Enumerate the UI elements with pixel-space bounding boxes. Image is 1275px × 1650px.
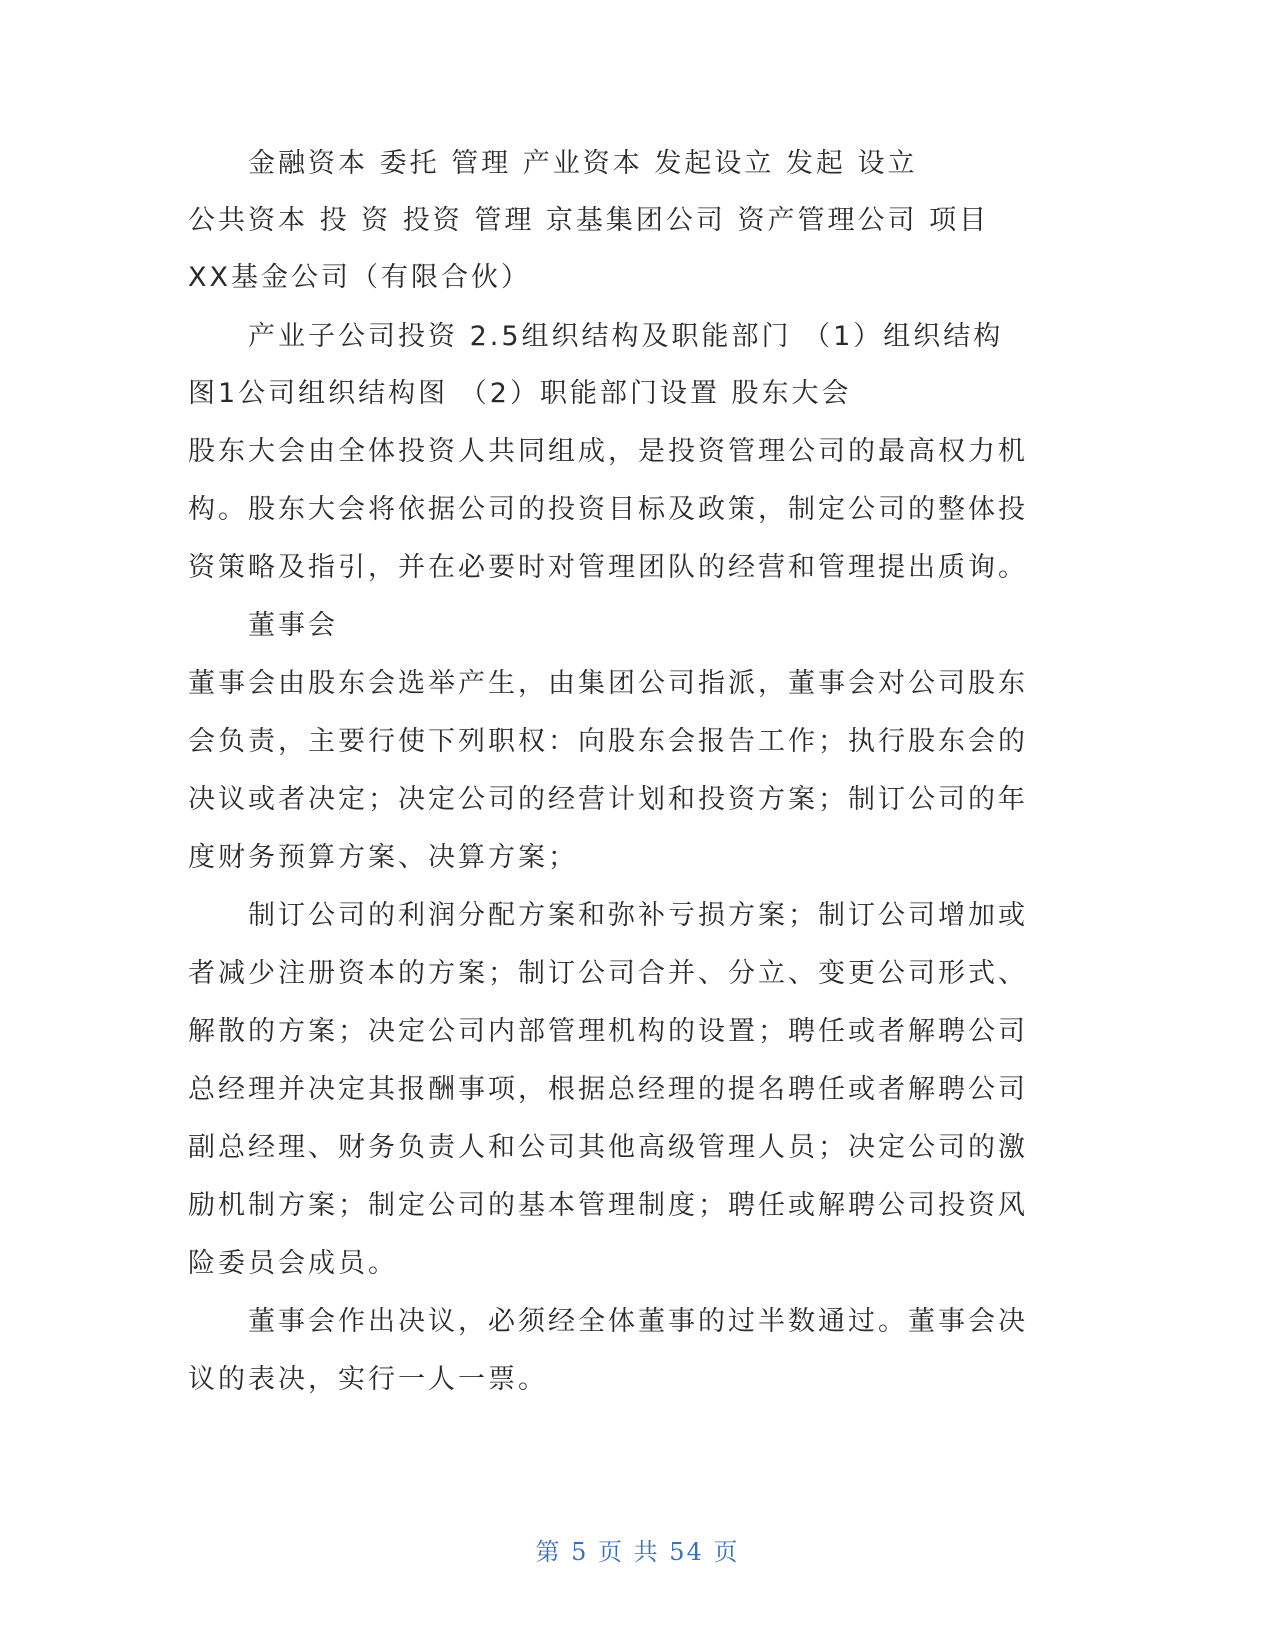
text-line-14: 制订公司的利润分配方案和弥补亏损方案；制订公司增加或	[248, 900, 1028, 931]
text-line-20: 险委员会成员。	[188, 1248, 398, 1279]
text-line-18: 副总经理、财务负责人和公司其他高级管理人员；决定公司的激	[188, 1132, 1028, 1163]
text-line-1: 金融资本 委托 管理 产业资本 发起设立 发起 设立	[248, 148, 918, 179]
text-line-19: 励机制方案；制定公司的基本管理制度；聘任或解聘公司投资风	[188, 1190, 1028, 1221]
page-number-footer: 第 5 页 共 54 页	[535, 1538, 740, 1566]
text-line-12: 决议或者决定；决定公司的经营计划和投资方案；制订公司的年	[188, 784, 1028, 815]
text-line-10: 董事会由股东会选举产生，由集团公司指派，董事会对公司股东	[188, 668, 1028, 699]
text-line-15: 者减少注册资本的方案；制订公司合并、分立、变更公司形式、	[188, 958, 1028, 989]
text-line-21: 董事会作出决议，必须经全体董事的过半数通过。董事会决	[248, 1306, 1028, 1337]
text-line-17: 总经理并决定其报酬事项，根据总经理的提名聘任或者解聘公司	[188, 1074, 1028, 1105]
text-line-3: XX基金公司（有限合伙）	[188, 262, 531, 293]
text-line-6: 股东大会由全体投资人共同组成，是投资管理公司的最高权力机	[188, 436, 1028, 467]
text-line-16: 解散的方案；决定公司内部管理机构的设置；聘任或者解聘公司	[188, 1016, 1028, 1047]
text-line-11: 会负责，主要行使下列职权：向股东会报告工作；执行股东会的	[188, 726, 1028, 757]
section-heading-board: 董事会	[248, 610, 338, 641]
text-line-4: 产业子公司投资 2.5组织结构及职能部门 （1）组织结构	[248, 321, 1004, 352]
text-line-22: 议的表决，实行一人一票。	[188, 1364, 548, 1395]
text-line-2: 公共资本 投 资 投资 管理 京基集团公司 资产管理公司 项目	[188, 205, 990, 236]
text-line-13: 度财务预算方案、决算方案；	[188, 842, 578, 873]
text-line-5: 图1公司组织结构图 （2）职能部门设置 股东大会	[188, 378, 852, 409]
text-line-7: 构。股东大会将依据公司的投资目标及政策，制定公司的整体投	[188, 494, 1028, 525]
text-line-8: 资策略及指引，并在必要时对管理团队的经营和管理提出质询。	[188, 552, 1028, 583]
